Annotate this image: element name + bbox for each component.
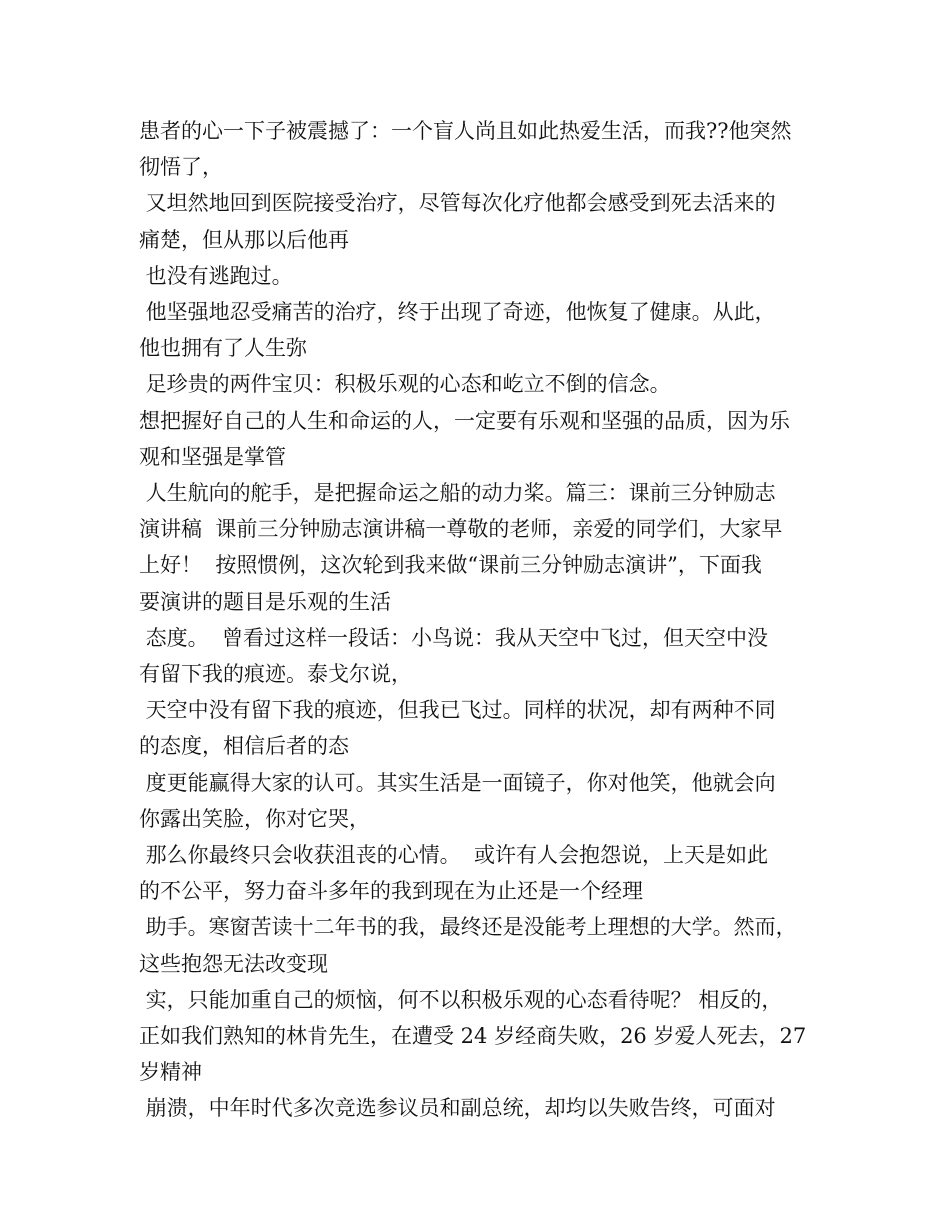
text-line: 他也拥有了人生弥 [139,336,307,361]
text-line: 痛楚，但从那以后他再 [139,227,349,252]
text-line: 实，只能加重自己的烦恼，何不以积极乐观的心态看待呢？ 相反的， [139,987,783,1012]
text-line: 又坦然地回到医院接受治疗，尽管每次化疗他都会感受到死去活来的 [139,191,776,216]
text-line: 天空中没有留下我的痕迹，但我已飞过。同样的状况，却有两种不同 [139,698,776,723]
text-line: 有留下我的痕迹。泰戈尔说， [139,662,412,687]
text-line: 助手。寒窗苦读十二年书的我，最终还是没能考上理想的大学。然而， [139,915,797,940]
text-line: 彻悟了， [139,155,223,180]
text-line: 的不公平，努力奋斗多年的我到现在为止还是一个经理 [139,879,643,904]
text-line: 这些抱怨无法改变现 [139,951,328,976]
text-line: 度更能赢得大家的认可。其实生活是一面镜子，你对他笑，他就会向 [139,770,776,795]
text-line: 想把握好自己的人生和命运的人，一定要有乐观和坚强的品质，因为乐 [139,408,790,433]
text-line: 态度。 曾看过这样一段话：小鸟说：我从天空中飞过，但天空中没 [139,625,769,650]
text-line: 正如我们熟知的林肯先生，在遭受 24 岁经商失败，26 岁爱人死去，27 [139,1024,807,1049]
text-line: 观和坚强是掌管 [139,444,286,469]
text-line: 那么你最终只会收获沮丧的心情。 或许有人会抱怨说，上天是如此 [139,843,769,868]
text-line: 的态度，相信后者的态 [139,734,349,759]
text-line: 崩溃，中年时代多次竞选参议员和副总统，却均以失败告终，可面对 [139,1096,776,1121]
text-line: 足珍贵的两件宝贝：积极乐观的心态和屹立不倒的信念。 [139,372,671,397]
text-line: 上好！ 按照惯例，这次轮到我来做“课前三分钟励志演讲”，下面我 [139,553,762,578]
text-line: 也没有逃跑过。 [139,263,293,288]
text-line: 你露出笑脸，你对它哭， [139,806,370,831]
text-line: 患者的心一下子被震撼了：一个盲人尚且如此热爱生活，而我??他突然 [139,119,792,143]
text-line: 岁精神 [139,1060,202,1085]
text-line: 要演讲的题目是乐观的生活 [139,589,391,614]
text-line: 人生航向的舵手，是把握命运之船的动力桨。篇三：课前三分钟励志 [139,481,776,506]
document-text-body [139,113,829,1127]
text-line: 他坚强地忍受痛苦的治疗，终于出现了奇迹，他恢复了健康。从此， [139,300,776,325]
text-line: 演讲稿 课前三分钟励志演讲稿一尊敬的老师，亲爱的同学们，大家早 [139,517,783,542]
